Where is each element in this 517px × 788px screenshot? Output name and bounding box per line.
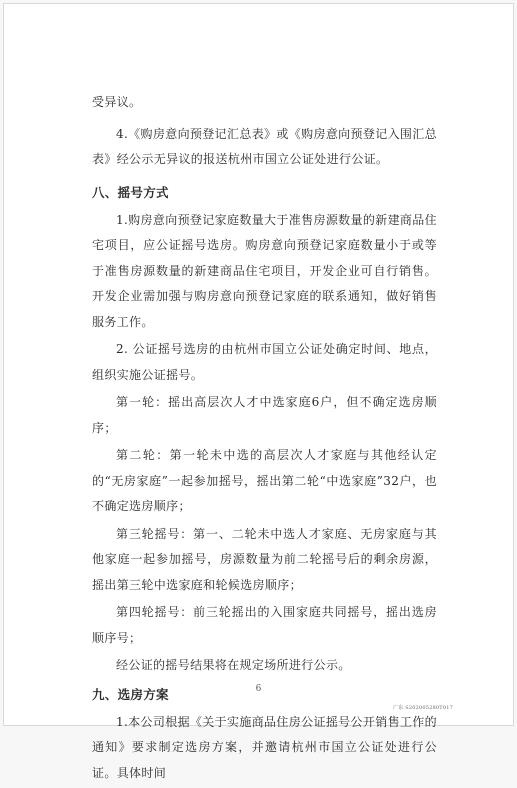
paragraph: 受异议。 <box>92 95 142 109</box>
document-code: 广东 S202005280T017 <box>393 705 453 711</box>
paragraph: 1.购房意向预登记家庭数量大于准售房源数量的新建商品住宅项目，应公证摇号选房。购房意向预登记家庭数量小于或等于准售房源数量的新建商品住宅项目，开发企业可自行销售。开发企业需加强与购房意向预登记家庭的联系通知，做好销售服务工作。 <box>92 212 437 329</box>
paragraph: 第二轮：第一轮未中选的高层次人才家庭与其他经认定的“无房家庭”一起参加摇号，摇出第二轮“中选家庭”32户，也不确定选房顺序； <box>92 448 437 513</box>
page-number: 6 <box>255 684 262 694</box>
section-heading-9: 九、选房方案 <box>92 686 169 702</box>
document-page <box>3 3 514 780</box>
paragraph: 第四轮摇号：前三轮摇出的入围家庭共同摇号，摇出选房顺序号； <box>92 605 437 645</box>
paragraph: 经公证的摇号结果将在规定场所进行公示。 <box>116 658 351 672</box>
paragraph: 2. 公证摇号选房的由杭州市国立公证处确定时间、地点，组织实施公证摇号。 <box>92 342 437 382</box>
paragraph: 第一轮：摇出高层次人才中选家庭6户，但不确定选房顺序； <box>92 395 437 435</box>
paragraph: 第三轮摇号：第一、二轮未中选人才家庭、无房家庭与其他家庭一起参加摇号，房源数量为前二轮摇号后的剩余房源，摇出第三轮中选家庭和轮候选房顺序； <box>92 526 437 592</box>
section-heading-8: 八、摇号方式 <box>92 184 169 200</box>
paragraph: 1.本公司根据《关于实施商品住房公证摇号公开销售工作的通知》要求制定选房方案，并邀请杭州市国立公证处进行公证。具体时间 <box>92 714 437 780</box>
paragraph: 4.《购房意向预登记汇总表》或《购房意向预登记入围汇总表》经公示无异议的报送杭州市国立公证处进行公证。 <box>92 126 437 166</box>
